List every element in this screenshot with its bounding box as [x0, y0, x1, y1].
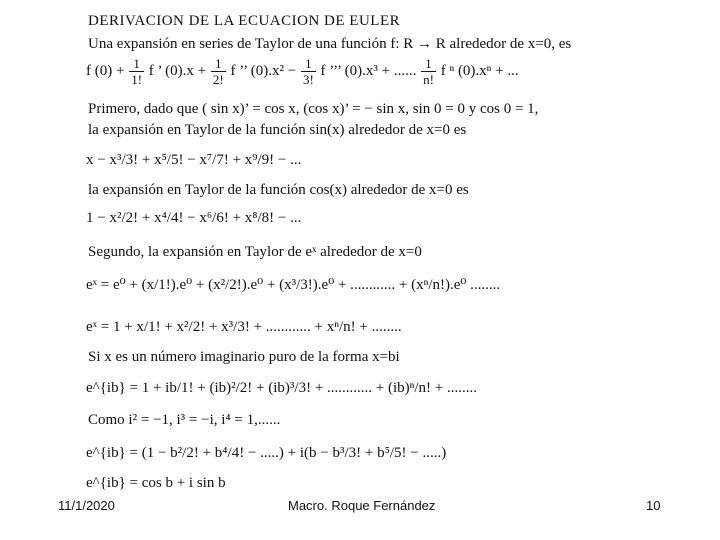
- frac-3: $\frac{1}{3!}$: [302, 56, 314, 87]
- exp-series-1: eˣ = e⁰ + (x/1!).e⁰ + (x²/2!).e⁰ + (x³/3!).e⁰ + ............ + (xⁿ/n!).e⁰ ........: [86, 277, 501, 293]
- cos-intro: la expansión en Taylor de la función cos(x) alrededor de x=0 es: [88, 182, 469, 198]
- frac-n: $\frac{1}{n!}$: [423, 56, 434, 87]
- sin-intro: la expansión en Taylor de la función sin(x) alrededor de x=0 es: [88, 122, 467, 138]
- exp-ib-split: e^{ib} = (1 − b²/2! + b⁴/4! − .....) + i(b − b³/3! + b⁵/5! − .....): [86, 445, 447, 461]
- taylor-t2: f ’’ (0).x² −: [230, 62, 300, 79]
- primero-text: Primero, dado que ( sin x)’ = cos x, (cos x)’ = − sin x, sin 0 = 0 y cos 0 = 1,: [88, 101, 539, 117]
- taylor-general-formula: [86, 56, 519, 87]
- slide-title: DERIVACION DE LA ECUACION DE EULER: [88, 13, 401, 29]
- intro-text: Una expansión en series de Taylor de una función f: R → R alrededor de x=0, es: [88, 36, 572, 52]
- segundo-text: Segundo, la expansión en Taylor de eˣ alrededor de x=0: [88, 244, 422, 260]
- sin-series: x − x³/3! + x⁵/5! − x⁷/7! + x⁹/9! − ...: [86, 152, 302, 168]
- footer-author: Macro. Roque Fernández: [288, 498, 436, 513]
- exp-series-2: eˣ = 1 + x/1! + x²/2! + x³/3! + ............ + xⁿ/n! + ........: [86, 319, 402, 335]
- taylor-lead: f (0) +: [86, 62, 129, 79]
- exp-ib-series: e^{ib} = 1 + ib/1! + (ib)²/2! + (ib)³/3! + ............ + (ib)ⁿ/n! + ........: [86, 380, 477, 396]
- si-x-text: Si x es un número imaginario puro de la forma x=bi: [88, 349, 400, 365]
- footer-date: 11/1/2020: [58, 498, 115, 513]
- taylor-t3: f ’’’ (0).x³ + ......: [320, 62, 417, 79]
- frac-1: $\frac{1}{1!}$: [131, 56, 143, 87]
- cos-series: 1 − x²/2! + x⁴/4! − x⁶/6! + x⁸/8! − ...: [86, 210, 302, 226]
- taylor-tn: f ⁿ (0).xⁿ + ...: [440, 62, 519, 79]
- taylor-t1: f ’ (0).x +: [148, 62, 210, 79]
- frac-2: $\frac{1}{2!}$: [212, 56, 224, 87]
- como-text: Como i² = −1, i³ = −i, i⁴ = 1,......: [88, 412, 281, 428]
- euler-formula: e^{ib} = cos b + i sin b: [86, 475, 226, 491]
- footer-page-number: 10: [646, 498, 661, 513]
